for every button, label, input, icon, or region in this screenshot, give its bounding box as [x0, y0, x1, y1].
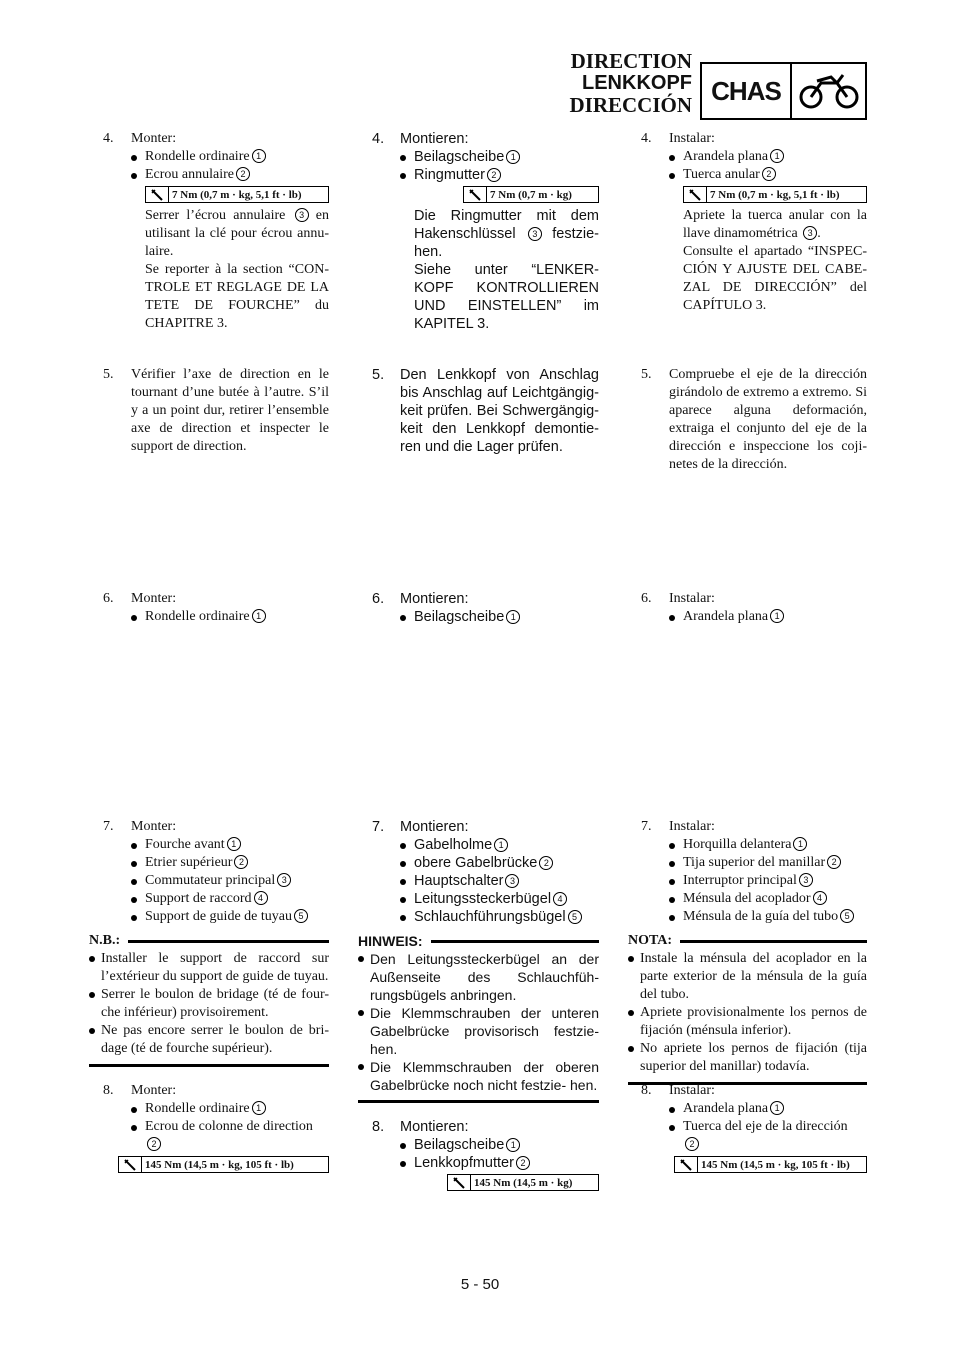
es-note [628, 932, 867, 1085]
list-item: Ménsula de la guía del tubo 5 [669, 908, 867, 926]
list-item: Schlauchführungsbügel 5 [400, 908, 599, 926]
step-title: Monter: [131, 591, 177, 606]
list-item: Leitungssteckerbügel 4 [400, 890, 599, 908]
note-item: No apriete los pernos de fijación (tija superior del manillar) todavía. [628, 1040, 867, 1076]
list-item: Horquilla delantera 1 [669, 836, 867, 854]
es-step-7: 7. Instalar: Horquilla delantera 1 Tija superior del manillar 2 Interruptor principal 3 Ménsula del acoplador 4 Ménsula de la guía del tubo 5 [641, 818, 867, 926]
list-item: Support de raccord 4 [131, 890, 329, 908]
list-item: Rondelle ordinaire 1 [131, 608, 329, 626]
de-step-6: 6. Montieren: Beilagscheibe 1 [372, 590, 599, 626]
list-item: Rondelle ordinaire 1 [131, 148, 329, 166]
step-title: Montieren: [400, 131, 469, 147]
de-step-7: 7. Montieren: Gabelholme 1 obere Gabelbrücke 2 Hauptschalter 3 Leitungssteckerbügel 4 Schlauchführungsbügel 5 [372, 818, 599, 926]
torque-spec: 145 Nm (14,5 m · kg, 105 ft · lb) [674, 1156, 867, 1173]
motorcycle-icon [792, 64, 865, 118]
instruction-text: Compruebe el eje de la dirección girándolo de extremo a extremo. Si aparece alguna deformación, extraiga el conjunto del eje de la dirección e inspeccione los coji- netes de la dirección. [669, 367, 867, 472]
list-item: Gabelholme 1 [400, 836, 599, 854]
reference-text: Siehe unter “LENKER- KOPF KONTROLLIEREN UND EINSTELLEN” im KAPITEL 3. [414, 262, 599, 332]
torque-spec: 7 Nm (0,7 m · kg, 5,1 ft · lb) [145, 186, 329, 203]
list-item: Lenkkopfmutter 2 [400, 1154, 599, 1172]
instruction-text: Apriete la tuerca anular con la llave dinamométrica 3 . [683, 208, 867, 241]
list-item: Rondelle ordinaire 1 [131, 1100, 329, 1118]
step-title: Instalar: [669, 131, 715, 146]
wrench-icon [146, 187, 169, 202]
note-label: N.B.: [89, 933, 121, 948]
list-item: Tija superior del manillar 2 [669, 854, 867, 872]
list-item: Beilagscheibe 1 [400, 148, 599, 166]
fr-step-6: 6. Monter: Rondelle ordinaire 1 [103, 590, 329, 626]
note-item: Installer le support de raccord sur l’extérieur du support de guide de tuyau. [89, 950, 329, 986]
step-title: Monter: [131, 131, 177, 146]
title-es: DIRECCIÓN [569, 93, 692, 117]
reference-text: Consulte el apartado “INSPEC- CIÓN Y AJUSTE DEL CABE- ZAL DE DIRECCIÓN” del CAPÍTULO 3. [683, 244, 867, 313]
step-title: Monter: [131, 819, 177, 834]
list-item: Beilagscheibe 1 [400, 608, 599, 626]
fr-step-5: 5. Vérifier l’axe de direction en le tournant d’une butée à l’autre. S’il y a un point dur, retirer l’ensemble axe de direction et inspecter le support de direction. [103, 367, 329, 454]
es-step-4: 4. Instalar: Arandela plana 1 Tuerca anular 2 7 Nm (0,7 m · kg, 5,1 ft · lb) Apriete la tuerca anular con la llave dinamométrica 3 . Consulte el apartado “INSPEC- CIÓN Y AJUSTE DEL CABE- ZAL DE DIRECCIÓN” del CAPÍTULO 3. [641, 131, 867, 313]
list-item: Tuerca anular 2 [669, 166, 867, 184]
instruction-text: Serrer l’écrou annulaire 3 en utilisant la clé pour écrou annu- laire. [145, 208, 330, 259]
step-title: Monter: [131, 1083, 177, 1098]
fr-step-4: 4. Monter: Rondelle ordinaire 1 Ecrou annulaire 2 7 Nm (0,7 m · kg, 5,1 ft · lb) Serrer l’écrou annulaire 3 en utilisant la clé pour écrou annu- laire. Se reporter à la section “CON- TROLE ET REGLAGE DE LA TETE DE FOURCHE” du CHAPITRE 3. [103, 131, 330, 331]
step-title: Montieren: [400, 1119, 469, 1135]
list-item: Tuerca del eje de la dirección 2 [669, 1118, 867, 1154]
note-label: NOTA: [628, 933, 673, 948]
note-label: HINWEIS: [358, 933, 423, 949]
list-item: Support de guide de tuyau 5 [131, 908, 329, 926]
instruction-text: Die Ringmutter mit dem Hakenschlüssel 3 festzie- hen. [414, 208, 599, 260]
page-number: 5 - 50 [460, 1276, 500, 1293]
step-title: Instalar: [669, 1083, 715, 1098]
wrench-icon [119, 1157, 142, 1172]
es-step-6: 6. Instalar: Arandela plana 1 [641, 590, 867, 626]
instruction-text: Vérifier l’axe de direction en le tournant d’une butée à l’autre. S’il y a un point dur, retirer l’ensemble axe de direction et inspecter le support de direction. [131, 367, 329, 454]
list-item: Arandela plana 1 [669, 608, 867, 626]
list-item: Ecrou de colonne de direction 2 [131, 1118, 329, 1154]
torque-spec: 145 Nm (14,5 m · kg) [447, 1174, 599, 1191]
de-step-8: 8. Montieren: Beilagscheibe 1 Lenkkopfmutter 2 145 Nm (14,5 m · kg) [372, 1118, 599, 1195]
wrench-icon [464, 187, 487, 202]
list-item: Fourche avant 1 [131, 836, 329, 854]
list-item: Commutateur principal 3 [131, 872, 329, 890]
torque-spec: 145 Nm (14,5 m · kg, 105 ft · lb) [118, 1156, 329, 1173]
wrench-icon [684, 187, 707, 202]
title-de: LENKKOPF [582, 72, 692, 94]
list-item: Arandela plana 1 [669, 1100, 867, 1118]
list-item: Beilagscheibe 1 [400, 1136, 599, 1154]
de-step-5: 5. Den Lenkkopf von Anschlag bis Anschlag auf Leichtgängig- keit prüfen. Bei Schwergängig- keit den Lenkkopf demontie- ren und die Lager prüfen. [372, 367, 599, 455]
list-item: Arandela plana 1 [669, 148, 867, 166]
es-step-5: 5. Compruebe el eje de la dirección girándolo de extremo a extremo. Si aparece alguna deformación, extraiga el conjunto del eje de la dirección e inspeccione los coji- netes de la dirección. [641, 367, 867, 472]
note-item: Instale la ménsula del acoplador en la parte exterior de la ménsula de la guía del tubo. [628, 950, 867, 1004]
note-item: Den Leitungssteckerbügel an der Außenseite des Schlauchfüh- rungsbügels anbringen. [358, 950, 599, 1004]
list-item: obere Gabelbrücke 2 [400, 854, 599, 872]
note-item: Serrer le boulon de bridage (té de four- che inférieur) provisoirement. [89, 986, 329, 1022]
fr-step-8: 8. Monter: Rondelle ordinaire 1 Ecrou de colonne de direction 2 145 Nm (14,5 m · kg, 105 ft · lb) [103, 1082, 329, 1177]
step-title: Instalar: [669, 819, 715, 834]
es-step-8: 8. Instalar: Arandela plana 1 Tuerca del eje de la dirección 2 145 Nm (14,5 m · kg, 105 ft · lb) [641, 1082, 867, 1177]
step-title: Montieren: [400, 819, 469, 835]
wrench-icon [448, 1175, 471, 1190]
step-title: Montieren: [400, 591, 469, 607]
note-item: Die Klemmschrauben der oberen Gabelbrücke noch nicht festzie- hen. [358, 1058, 599, 1094]
de-step-4: 4. Montieren: Beilagscheibe 1 Ringmutter 2 7 Nm (0,7 m · kg) Die Ringmutter mit dem Hakenschlüssel 3 festzie- hen. Siehe unter “LENKER- KOPF KONTROLLIEREN UND EINSTELLEN” im KAPITEL 3. [372, 131, 599, 332]
note-item: Die Klemmschrauben der unteren Gabelbrücke provisorisch festzie- hen. [358, 1004, 599, 1058]
list-item: Hauptschalter 3 [400, 872, 599, 890]
torque-spec: 7 Nm (0,7 m · kg, 5,1 ft · lb) [683, 186, 867, 203]
list-item: Ecrou annulaire 2 [131, 166, 329, 184]
note-item: Apriete provisionalmente los pernos de fijación (ménsula inferior). [628, 1004, 867, 1040]
de-note [358, 932, 599, 1103]
wrench-icon [675, 1157, 698, 1172]
reference-text: Se reporter à la section “CON- TROLE ET REGLAGE DE LA TETE DE FOURCHE” du CHAPITRE 3. [145, 262, 329, 331]
section-badge [700, 62, 867, 120]
list-item: Etrier supérieur 2 [131, 854, 329, 872]
fr-step-7: 7. Monter: Fourche avant 1 Etrier supérieur 2 Commutateur principal 3 Support de raccord 4 Support de guide de tuyau 5 [103, 818, 329, 926]
list-item: Ringmutter 2 [400, 166, 599, 184]
torque-spec: 7 Nm (0,7 m · kg) [463, 186, 599, 203]
instruction-text: Den Lenkkopf von Anschlag bis Anschlag auf Leichtgängig- keit prüfen. Bei Schwergängig- keit den Lenkkopf demontie- ren und die Lager prüfen. [400, 367, 599, 455]
section-code: CHAS [702, 64, 792, 118]
step-title: Instalar: [669, 591, 715, 606]
section-titles [569, 50, 692, 116]
title-en: DIRECTION [570, 49, 692, 73]
fr-note [89, 932, 329, 1067]
note-item: Ne pas encore serrer le boulon de bri- dage (té de fourche supérieur). [89, 1022, 329, 1058]
list-item: Ménsula del acoplador 4 [669, 890, 867, 908]
list-item: Interruptor principal 3 [669, 872, 867, 890]
